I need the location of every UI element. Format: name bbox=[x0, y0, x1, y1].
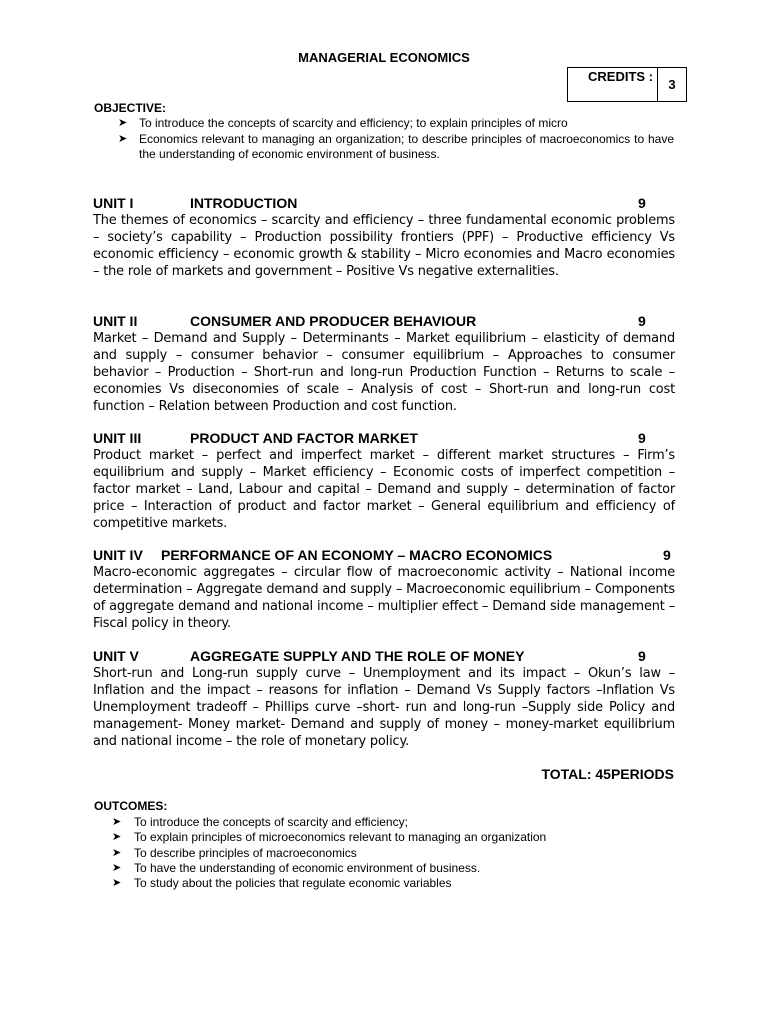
unit-heading bbox=[93, 648, 675, 666]
arrow-bullet-icon: ➤ bbox=[112, 846, 122, 859]
unit-title: PERFORMANCE OF AN ECONOMY – MACRO ECONOMICS bbox=[161, 547, 553, 563]
unit-hours: 9 bbox=[638, 195, 646, 211]
unit-hours: 9 bbox=[638, 313, 646, 329]
unit-section bbox=[93, 313, 675, 416]
unit-number: UNIT I bbox=[93, 195, 134, 211]
unit-section bbox=[93, 648, 675, 751]
outcomes-heading: OUTCOMES: bbox=[94, 799, 168, 813]
document-title: MANAGERIAL ECONOMICS bbox=[298, 50, 470, 65]
unit-heading bbox=[93, 547, 675, 565]
outcome-item: ➤ To have the understanding of economic environment of business. bbox=[112, 860, 481, 875]
outcome-item: ➤ To describe principles of macroeconomics bbox=[112, 845, 357, 860]
credits-label: CREDITS : bbox=[568, 68, 658, 102]
unit-hours: 9 bbox=[663, 547, 671, 563]
unit-section bbox=[93, 547, 675, 633]
credits-value: 3 bbox=[658, 68, 687, 102]
outcomes-list bbox=[112, 815, 672, 891]
arrow-bullet-icon: ➤ bbox=[112, 877, 122, 890]
unit-heading bbox=[93, 195, 675, 213]
unit-heading bbox=[93, 430, 675, 448]
unit-description: The themes of economics – scarcity and efficiency – three fundamental economic problems – society’s capability – Production possibility frontiers (PPF) – Productive efficiency Vs economic efficiency – economic growth & stability – Micro economies and Macro economies – the role of markets and government – Positive Vs negative externalities. bbox=[93, 213, 675, 279]
objective-heading: OBJECTIVE: bbox=[94, 101, 167, 115]
arrow-bullet-icon: ➤ bbox=[112, 816, 122, 828]
unit-description: Product market – perfect and imperfect market – different market structures – Firm’s equilibrium and supply – Market efficiency – Economic costs of imperfect competition – factor market – Land, Labour and capital – Demand and supply – determination of factor price – Interaction of product and factor market – General equilibrium and efficiency of competitive markets. bbox=[93, 448, 675, 531]
outcome-item: ➤ To study about the policies that regulate economic variables bbox=[112, 876, 452, 891]
unit-title: INTRODUCTION bbox=[190, 195, 298, 211]
unit-description: Macro-economic aggregates – circular flow of macroeconomic activity – National income determination – Aggregate demand and supply – Macroeconomic equilibrium – Components of aggregate demand and national income – multiplier effect – Demand side management – Fiscal policy in theory. bbox=[93, 565, 675, 631]
outcome-item: ➤ To introduce the concepts of scarcity and efficiency; bbox=[112, 815, 408, 829]
unit-title: PRODUCT AND FACTOR MARKET bbox=[190, 430, 418, 446]
objective-list bbox=[118, 116, 674, 163]
unit-section bbox=[93, 430, 675, 533]
credits-table bbox=[567, 67, 687, 102]
unit-number: UNIT II bbox=[93, 313, 138, 329]
unit-title: AGGREGATE SUPPLY AND THE ROLE OF MONEY bbox=[190, 648, 525, 664]
arrow-bullet-icon: ➤ bbox=[112, 831, 122, 844]
arrow-bullet-icon: ➤ bbox=[112, 861, 122, 874]
arrow-bullet-icon: ➤ bbox=[118, 117, 128, 129]
unit-section bbox=[93, 195, 675, 281]
unit-number: UNIT III bbox=[93, 430, 142, 446]
unit-number: UNIT IV bbox=[93, 547, 143, 563]
arrow-bullet-icon: ➤ bbox=[118, 133, 128, 145]
objective-item: ➤ Economics relevant to managing an organization; to describe principles of macroeconomics to have the understanding of economic environment of business. bbox=[118, 132, 674, 161]
objective-item: ➤ To introduce the concepts of scarcity and efficiency; to explain principles of micro bbox=[118, 116, 568, 130]
total-periods: TOTAL: 45PERIODS bbox=[541, 766, 674, 782]
unit-title: CONSUMER AND PRODUCER BEHAVIOUR bbox=[190, 313, 477, 329]
unit-number: UNIT V bbox=[93, 648, 139, 664]
unit-hours: 9 bbox=[638, 648, 646, 664]
outcome-item: ➤ To explain principles of microeconomics relevant to managing an organization bbox=[112, 830, 547, 845]
unit-description: Market – Demand and Supply – Determinants – Market equilibrium – elasticity of demand and supply – consumer behavior – consumer equilibrium – Approaches to consumer behavior – Production – Short-run and long-run Production Function – Returns to scale – economies Vs diseconomies of scale – Analysis of cost – Short-run and long-run cost function – Relation between Production and cost function. bbox=[93, 331, 675, 414]
unit-description: Short-run and Long-run supply curve – Unemployment and its impact – Okun’s law – Inflation and the impact – reasons for inflation – Demand Vs Supply factors –Inflation Vs Unemployment tradeoff – Phillips curve –short- run and long-run –Supply side Policy and management- Money market- Demand and supply of money – money-market equilibrium and national income – the role of monetary policy. bbox=[93, 666, 675, 749]
unit-heading bbox=[93, 313, 675, 331]
unit-hours: 9 bbox=[638, 430, 646, 446]
